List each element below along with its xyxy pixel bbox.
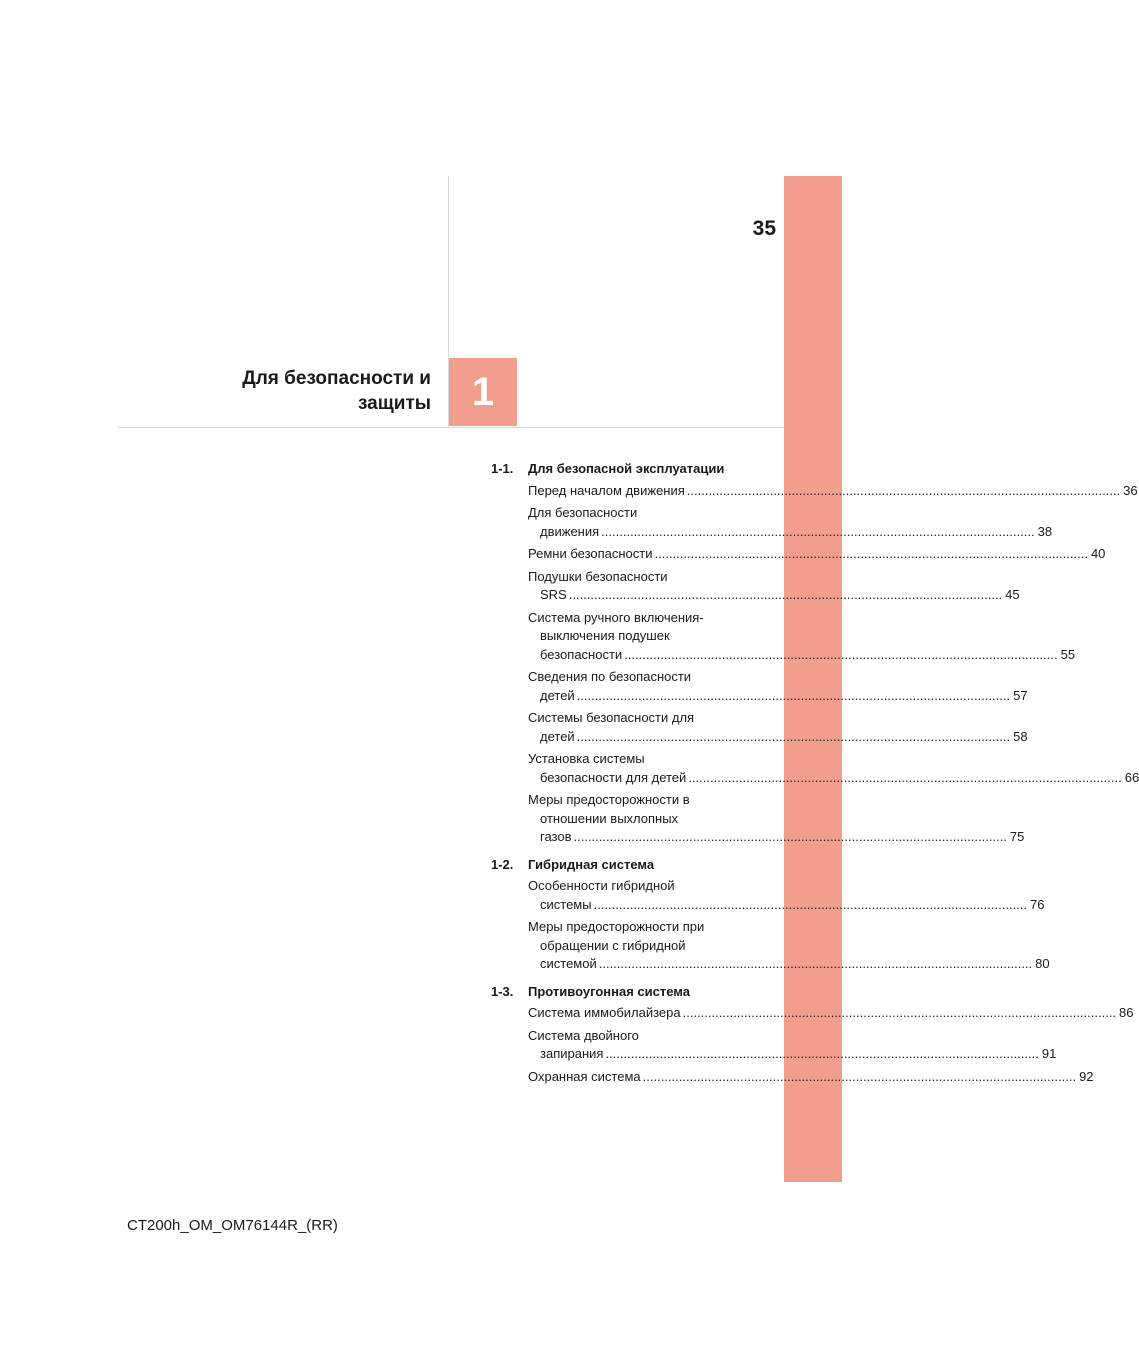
dot-leader: ........................................................................................................................ [593,896,1028,912]
toc-entry-text: Подушки безопасности [528,568,668,584]
toc-entry[interactable] [528,545,1106,564]
dot-leader: ........................................................................................................................ [598,956,1033,971]
toc-section-number: 1-1. [491,461,514,476]
dot-leader: ........................................................................................................................ [624,646,1058,662]
toc-entry[interactable] [528,918,1050,974]
toc-entry-text: Сведения по безопасности [528,669,692,684]
toc-entry[interactable] [528,1027,1057,1064]
toc-entry[interactable] [528,609,1076,665]
toc-entry[interactable] [528,482,1138,501]
toc-page-number: 40 [1090,546,1106,561]
toc-page-number: 38 [1037,523,1053,539]
horizontal-rule [118,427,783,428]
toc-entry[interactable] [528,750,1139,787]
toc-entry[interactable] [528,504,1053,541]
dot-leader: ........................................................................................................................ [568,587,1003,602]
toc-entry[interactable] [528,791,1025,847]
toc-entry-text: отношении выхлопных [540,810,679,826]
toc-entry[interactable] [528,1004,1134,1023]
toc-entry-text: движения [540,523,600,539]
toc-entry-text: безопасности для детей [540,769,687,785]
dot-leader: ........................................................................................................................ [576,728,1011,744]
toc-entry[interactable] [528,877,1045,914]
toc-entry-text: Системы безопасности для [528,710,695,725]
toc-entry-text: безопасности [540,646,623,662]
dot-leader: ........................................................................................................................ [605,1046,1039,1061]
toc-entry-text: Меры предосторожности при [528,919,705,934]
toc-entry[interactable] [528,709,1028,746]
dot-leader: ........................................................................................................................ [688,769,1122,785]
chapter-title [180,366,431,416]
toc-entry-text: SRS [540,587,567,602]
toc-entry-text: Для безопасности [528,505,638,520]
toc-page-number: 92 [1079,1068,1094,1084]
toc-page-number: 86 [1119,1005,1134,1020]
toc-section-number: 1-2. [491,856,514,872]
chapter-number-box: 1 [449,358,517,426]
toc-entry-text: Особенности гибридной [528,878,675,893]
toc-section-title: Противоугонная система [528,983,690,999]
dot-leader: ........................................................................................................................ [573,829,1007,844]
document-code: CT200h_OM_OM76144R_(RR) [127,1217,338,1234]
toc-entry-text: обращении с гибридной [540,937,686,953]
toc-entry-text: Система двойного [528,1027,639,1043]
toc-section-heading[interactable] [491,856,740,875]
toc-section-heading[interactable] [491,460,740,479]
dot-leader: ........................................................................................................................ [654,546,1088,561]
toc-entry-text: Ремни безопасности [528,546,653,561]
toc-entry-text: выключения подушек [540,628,670,643]
toc-entry[interactable] [528,568,1020,605]
toc-page-number: 66 [1124,769,1139,785]
toc-entry-text: Меры предосторожности в [528,792,690,807]
toc-entry-text: системы [540,896,592,912]
dot-leader: ........................................................................................................................ [642,1068,1077,1084]
table-of-contents [491,460,1139,1090]
toc-entry-text: газов [540,829,572,844]
toc-entry[interactable] [528,1068,1094,1087]
toc-entry-text: Установка системы [528,751,645,766]
toc-page-number: 36 [1123,482,1138,498]
toc-entry-text: запирания [540,1046,604,1061]
dot-leader: ........................................................................................................................ [601,523,1035,539]
toc-entry-text: системой [540,956,597,971]
toc-page-number: 55 [1060,646,1076,662]
toc-page-number: 58 [1013,728,1028,744]
toc-section-number: 1-3. [491,983,514,999]
toc-entry-text: Охранная система [528,1068,641,1084]
toc-page-number: 91 [1041,1046,1057,1061]
toc-section-title: Для безопасной эксплуатации [528,461,725,476]
toc-section-heading[interactable] [491,983,740,1002]
toc-entry-text: Система иммобилайзера [528,1005,681,1020]
dot-leader: ........................................................................................................................ [686,482,1121,498]
chapter-title-line: защиты [357,393,431,414]
toc-page-number: 75 [1009,829,1025,844]
chapter-side-tab [784,176,842,1182]
toc-page-number: 76 [1030,896,1045,912]
toc-page-number: 57 [1013,687,1028,703]
toc-entry-text: детей [540,687,575,703]
toc-section-title: Гибридная система [528,856,655,872]
toc-entry-text: Перед началом движения [528,482,685,498]
dot-leader: ........................................................................................................................ [682,1005,1117,1020]
toc-entry-text: Система ручного включения- [528,609,704,625]
page-number: 35 [752,217,776,240]
toc-page-number: 80 [1035,956,1050,971]
chapter-title-line: Для безопасности и [242,368,431,389]
dot-leader: ........................................................................................................................ [576,687,1011,703]
toc-page-number: 45 [1005,587,1020,602]
toc-entry-text: детей [540,728,575,744]
toc-entry[interactable] [528,668,1028,705]
